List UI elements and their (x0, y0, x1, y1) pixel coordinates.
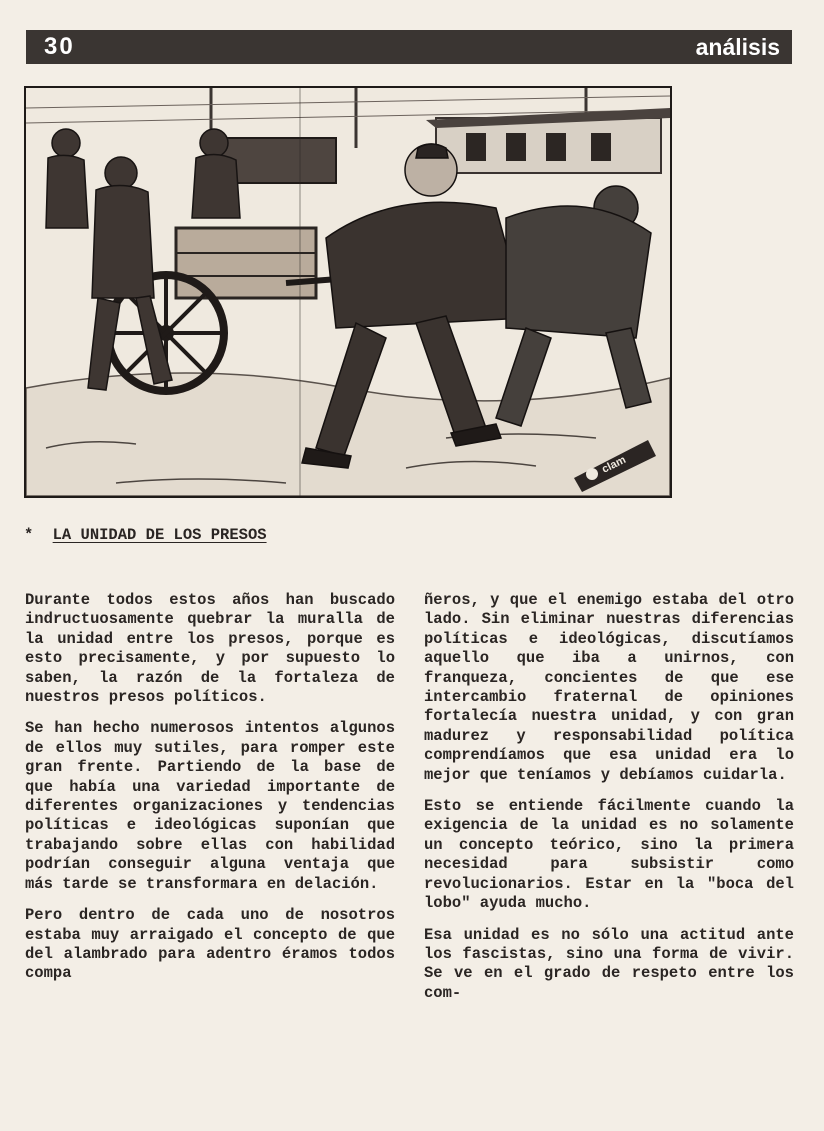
logo-text: clam (600, 453, 628, 476)
section-title: análisis (695, 33, 780, 60)
paragraph: Esa unidad es no sólo una actitud ante los fascistas, sino una forma de vivir. Se ve en el grado de respeto entre los com- (424, 925, 794, 1002)
right-column (424, 591, 794, 1015)
paragraph: Durante todos estos años han buscado indructuosamente quebrar la muralla de la unidad entre los presos, porque es esto precisamente, y por supuesto lo saben, la razón de la fortaleza de nuestros presos políticos. (25, 591, 395, 707)
paragraph: Esto se entiende fácilmente cuando la exigencia de la unidad es no solamente un concepto teórico, sino la primera necesidad para subsistir como revolucionarios. Estar en la "boca del lobo" ayuda mucho. (424, 797, 794, 913)
paragraph: ñeros, y que el enemigo estaba del otro lado. Sin eliminar nuestras diferencias políticas e ideológicas, discutíamos aquello que iba a unirnos, con franqueza, concientes de que ese intercambio fraternal de opiniones fortalecía nuestra unidad, y con gran madurez y responsabilidad política comprendíamos que esa unidad era lo mejor que teníamos y debíamos cuidarla. (424, 591, 794, 784)
prisoners-pulling-cart-illustration (26, 88, 670, 496)
page-header (26, 30, 792, 64)
paragraph: Pero dentro de cada uno de nosotros estaba muy arraigado el concepto de que del alambrado para adentro éramos todos compa (25, 906, 395, 983)
paragraph: Se han hecho numerosos intentos algunos de ellos muy sutiles, para romper este gran frente. Partiendo de la base de que había una variedad importante de diferentes organizaciones y tendencias políticas e ideológicas suponían que trabajando sobre ellas con habilidad podrían conseguir alguna ventaja que más tarde se transformara en delación. (25, 719, 395, 893)
prisoners-illustration (24, 86, 672, 498)
heading-marker: * (24, 526, 34, 544)
left-column (25, 591, 395, 996)
page-number: 30 (44, 33, 75, 60)
article-title: LA UNIDAD DE LOS PRESOS (52, 526, 267, 544)
article-heading (24, 526, 267, 544)
